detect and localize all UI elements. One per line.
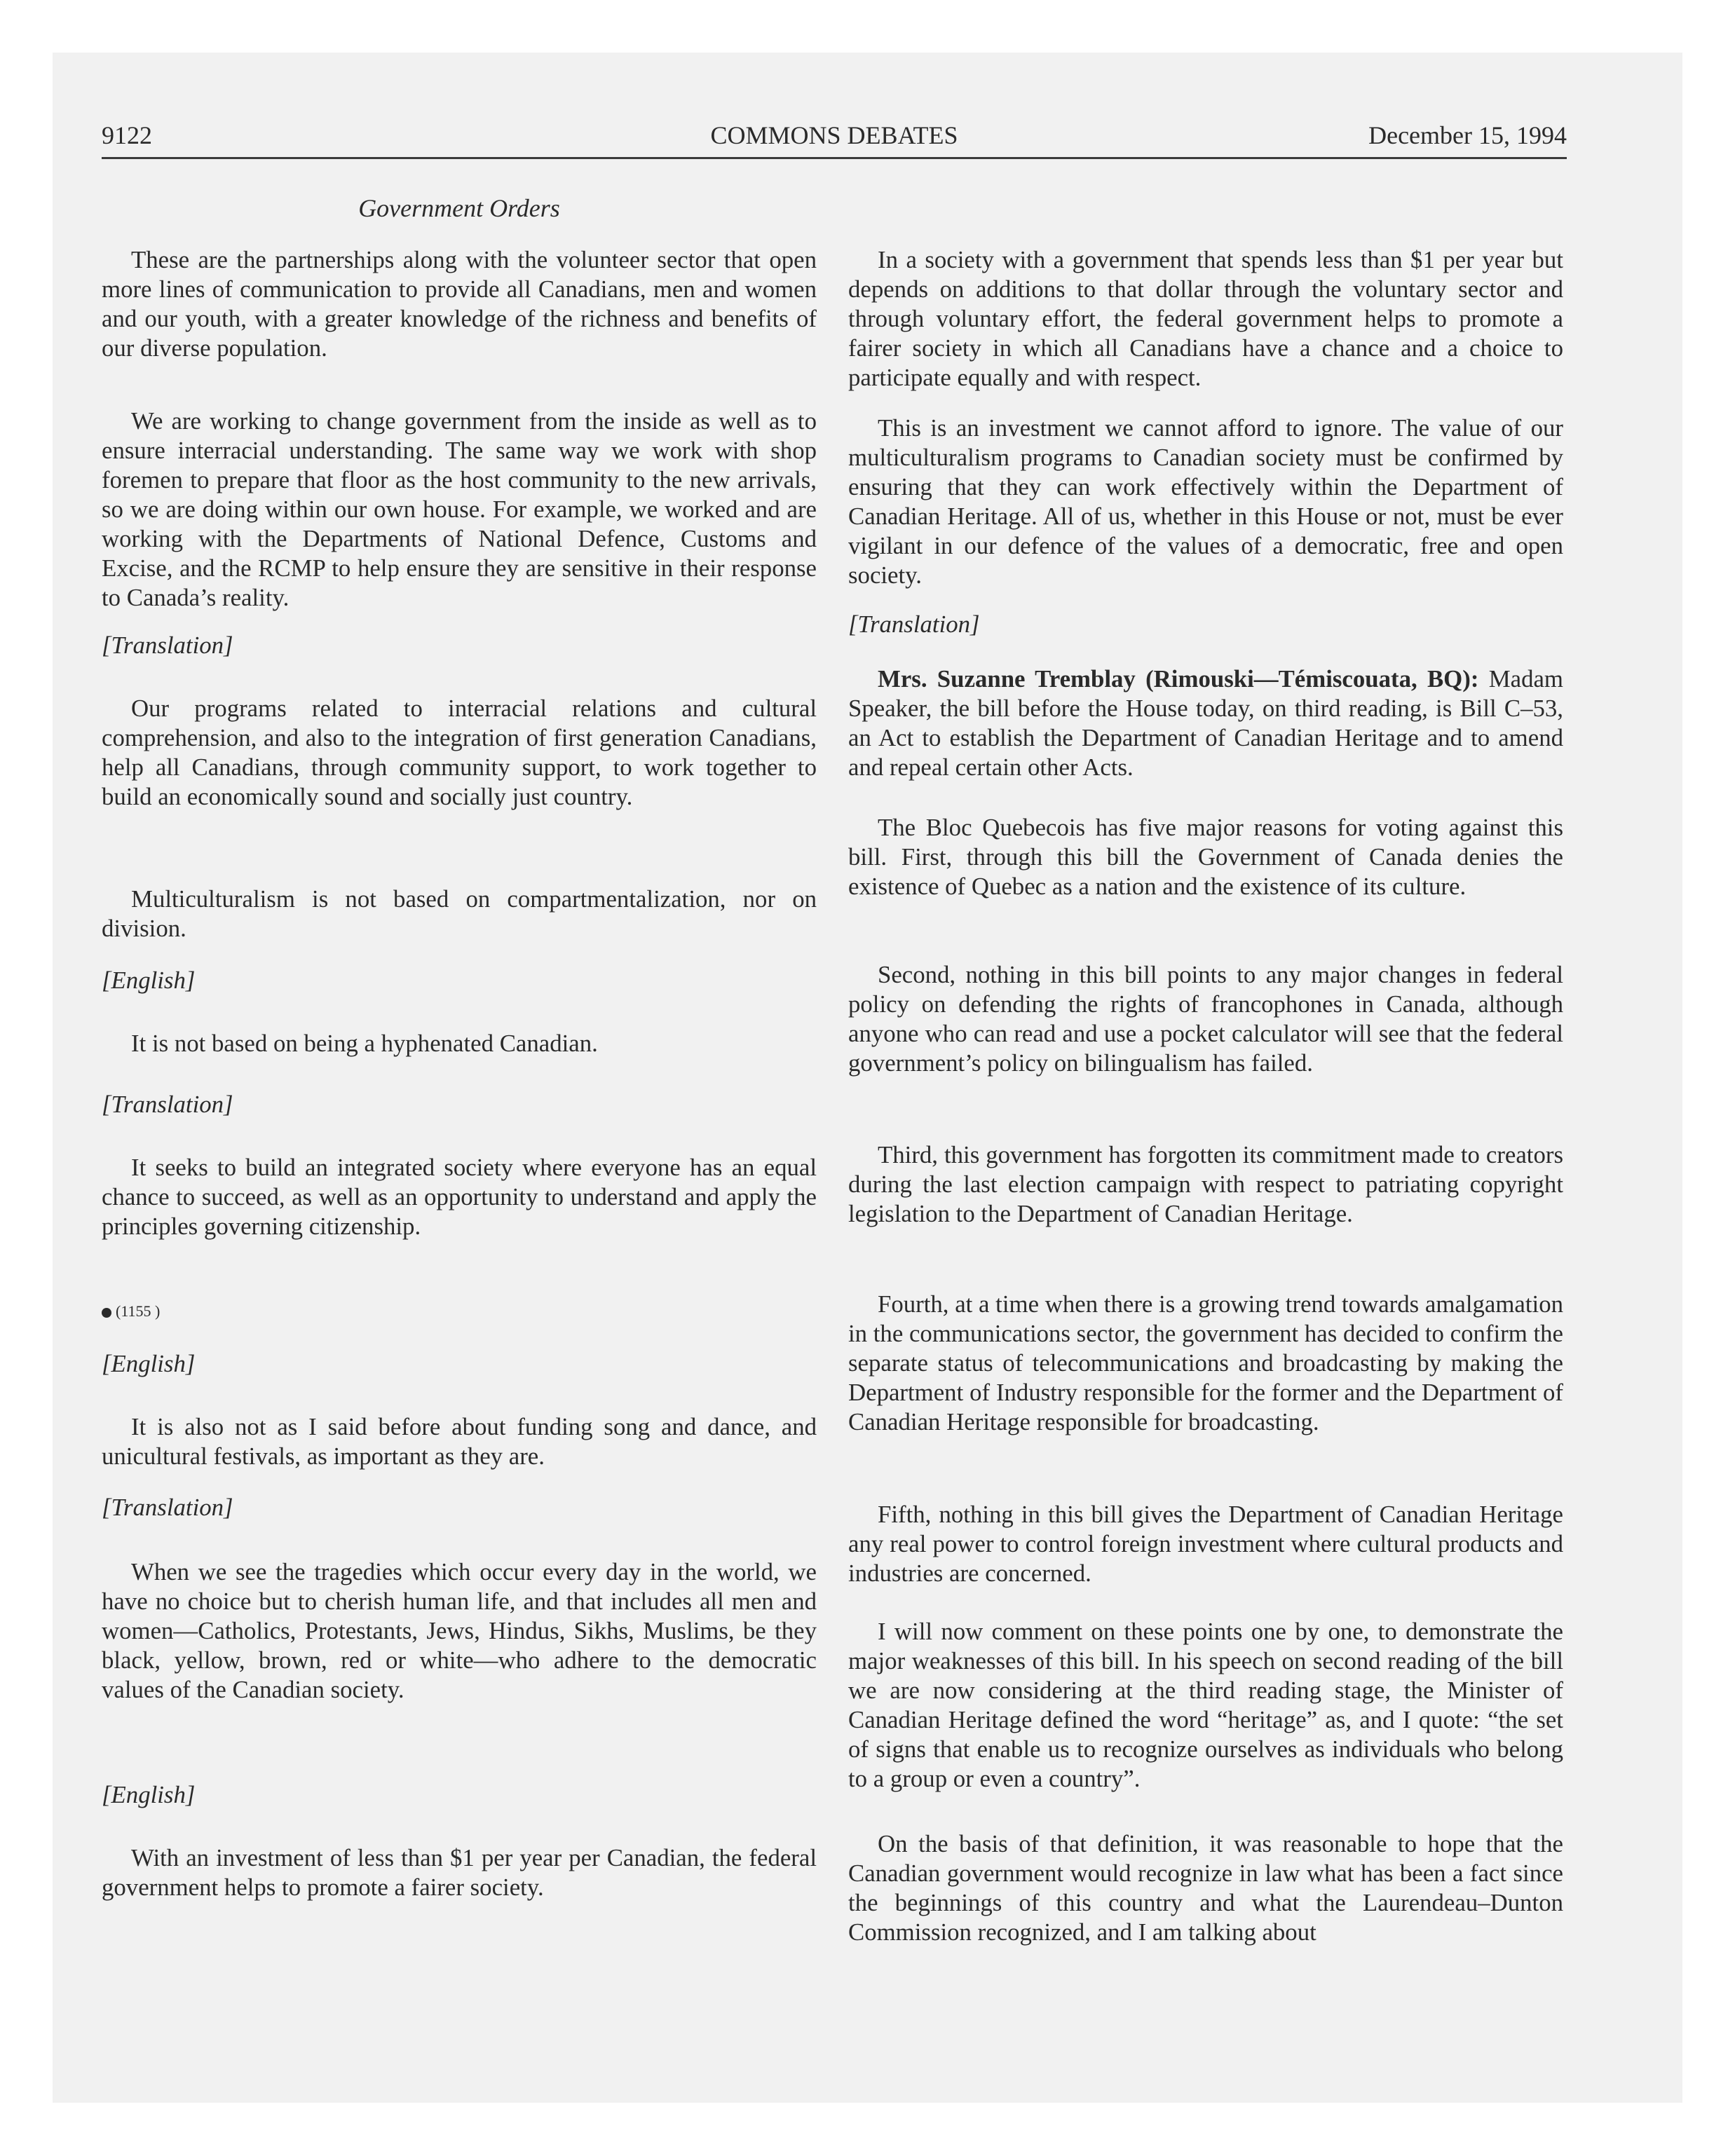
language-tag: [Translation] (102, 1091, 233, 1118)
paragraph: It seeks to build an integrated society where everyone has an equal chance to succeed, as well as an opportunity to understand and apply the principles governing citizenship. (102, 1154, 817, 1240)
section-heading: Government Orders (358, 194, 560, 222)
paragraph: Second, nothing in this bill points to any major changes in federal policy on defending the rights of francophones in Canada, although anyone who can read and use a pocket calculator will see that the federal government’s policy on bilingualism has failed. (848, 961, 1563, 1077)
paragraph: When we see the tragedies which occur every day in the world, we have no choice but to cherish human life, and that includes all men and women—Catholics, Protestants, Jews, Hindus, Sikhs, Muslims, be they black, yellow, brown, red or white—who adhere to the democratic values of the Canadian society. (102, 1558, 817, 1703)
time-marker (102, 1297, 160, 1326)
paragraph: Our programs related to interracial relations and cultural comprehension, and also to the integration of first generation Canadians, help all Canadians, through community support, to work together to build an economically sound and socially just country. (102, 695, 817, 810)
header-rule (102, 157, 1567, 159)
page-date: December 15, 1994 (1368, 121, 1567, 149)
speaker-name: Mrs. Suzanne Tremblay (Rimouski—Témiscouata, BQ): (878, 665, 1479, 692)
publication-title: COMMONS DEBATES (710, 121, 958, 149)
language-tag: [English] (102, 1350, 196, 1377)
paragraph: Fifth, nothing in this bill gives the Department of Canadian Heritage any real power to control foreign investment where cultural products and industries are concerned. (848, 1501, 1563, 1587)
language-tag: [English] (102, 967, 196, 994)
paragraph: On the basis of that definition, it was reasonable to hope that the Canadian government would recognize in law what has been a fact since the beginnings of this country and what the Laurendeau–Dunton Commission recognized, and I am talking about (848, 1830, 1563, 1946)
paragraph: We are working to change government from the inside as well as to ensure interracial understanding. The same way we work with shop foremen to prepare that floor as the host community to the new arrivals, so we are doing within our own house. For example, we worked and are working with the Departments of National Defence, Customs and Excise, and the RCMP to help ensure they are sensitive in their response to Canada’s reality. (102, 407, 817, 611)
language-tag: [Translation] (848, 610, 980, 638)
paragraph: Fourth, at a time when there is a growing trend towards amalgamation in the communications sector, the government has decided to confirm the separate status of telecommunications and broadcasting by making the Department of Industry responsible for the former and the Department of Canadian Heritage responsible for broadcasting. (848, 1290, 1563, 1435)
paragraph: I will now comment on these points one by one, to demonstrate the major weaknesses of this bill. In his speech on second reading of the bill we are now considering at the third reading stage, the Minister of Canadian Heritage defined the word “heritage” as, and I quote: “the set of signs that enable us to recognize ourselves as individuals who belong to a group or even a country”. (848, 1618, 1563, 1792)
time-marker-text: (1155 ) (116, 1302, 161, 1320)
page-number: 9122 (102, 121, 152, 149)
paragraph: In a society with a government that spends less than $1 per year but depends on additions to that dollar through the voluntary sector and through voluntary effort, the federal government helps to promote a fairer society in which all Canadians have a chance and a choice to participate equally and with respect. (848, 246, 1563, 391)
paragraph: It is not based on being a hyphenated Canadian. (131, 1030, 598, 1057)
language-tag: [English] (102, 1781, 196, 1808)
paragraph: Third, this government has forgotten its commitment made to creators during the last election campaign with respect to patriating copyright legislation to the Department of Canadian Heritage. (848, 1141, 1563, 1227)
language-tag: [Translation] (102, 632, 233, 659)
paragraph: These are the partnerships along with the volunteer sector that open more lines of communication to provide all Canadians, men and women and our youth, with a greater knowledge of the richness and benefits of our diverse population. (102, 246, 817, 362)
paragraph: This is an investment we cannot afford to ignore. The value of our multiculturalism programs to Canadian society must be confirmed by ensuring that they can work effectively within the Department of Canadian Heritage. All of us, whether in this House or not, must be ever vigilant in our defence of the values of a democratic, free and open society. (848, 414, 1563, 589)
paragraph: The Bloc Quebecois has five major reasons for voting against this bill. First, through this bill the Government of Canada denies the existence of Quebec as a nation and the existence of its culture. (848, 814, 1563, 900)
page-header (102, 121, 1567, 157)
paragraph: Multiculturalism is not based on compartmentalization, nor on division. (102, 885, 817, 942)
paragraph: With an investment of less than $1 per year per Canadian, the federal government helps to promote a fairer society. (102, 1844, 817, 1901)
language-tag: [Translation] (102, 1494, 233, 1521)
paragraph: It is also not as I said before about funding song and dance, and unicultural festivals, as important as they are. (102, 1413, 817, 1470)
speech-paragraph (848, 664, 1563, 782)
speech-text: Madam Speaker, the bill before the House today, on third reading, is Bill C–53, an Act to establish the Department of Canadian Heritage and to amend and repeal certain other Acts. (848, 665, 1563, 781)
bullet-icon (102, 1308, 111, 1318)
